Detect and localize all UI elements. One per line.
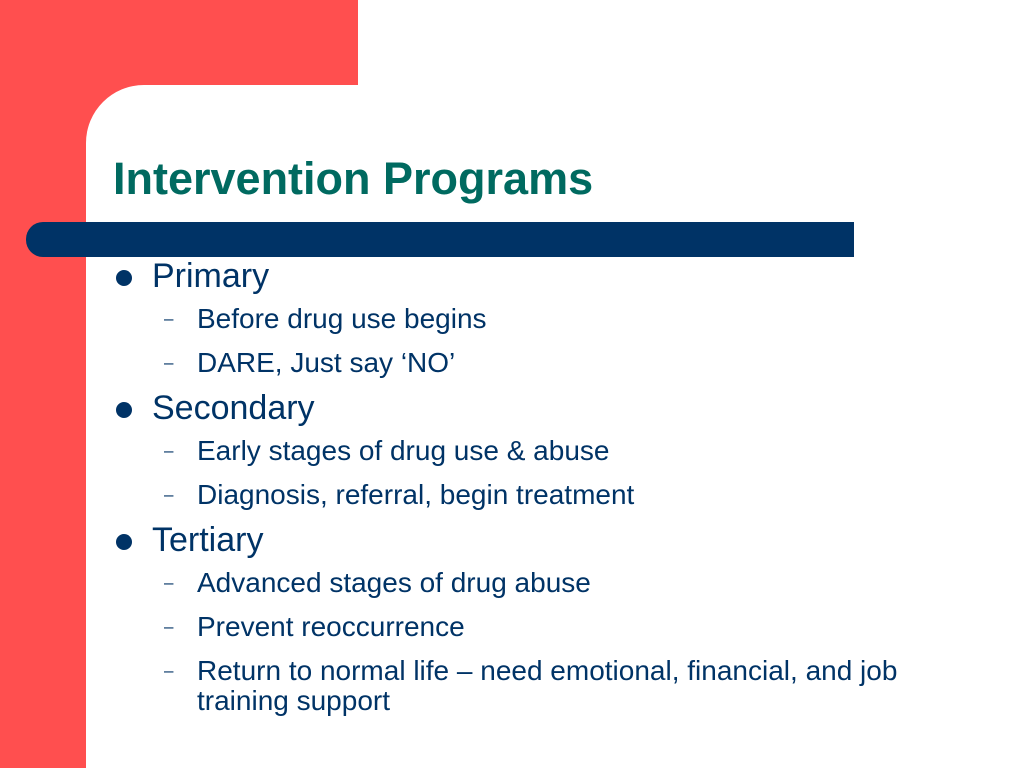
sub-bullet-list (152, 304, 994, 378)
sub-bullet-text: Diagnosis, referral, begin treatment (197, 479, 635, 510)
sub-bullet-text: Early stages of drug use & abuse (197, 435, 610, 466)
dash-icon: – (164, 617, 174, 636)
bullet-tertiary (114, 520, 994, 716)
sub-bullet (152, 612, 994, 642)
bullet-dot-icon (116, 402, 132, 418)
sub-bullet-list (152, 568, 994, 716)
sub-bullet-text: DARE, Just say ‘NO’ (197, 347, 456, 378)
sub-bullet (152, 348, 994, 378)
dash-icon: – (164, 485, 174, 504)
bullet-dot-icon (116, 534, 132, 550)
sub-bullet (152, 656, 994, 716)
bullet-label: Secondary (152, 389, 315, 427)
bullet-label: Tertiary (152, 521, 264, 559)
sub-bullet (152, 568, 994, 598)
bullet-label: Primary (152, 257, 270, 295)
title-underline-bar (26, 222, 854, 257)
sub-bullet-list (152, 436, 994, 510)
dash-icon: – (164, 661, 174, 680)
dash-icon: – (164, 353, 174, 372)
bullet-list (114, 254, 994, 726)
bullet-dot-icon (116, 270, 132, 286)
sub-bullet-text: Prevent reoccurrence (197, 611, 465, 642)
dash-icon: – (164, 573, 174, 592)
dash-icon: – (164, 441, 174, 460)
sub-bullet (152, 436, 994, 466)
sub-bullet-text: Return to normal life – need emotional, financial, and job training support (197, 655, 898, 716)
slide-title: Intervention Programs (113, 153, 594, 204)
bullet-primary (114, 256, 994, 378)
sub-bullet (152, 480, 994, 510)
bullet-secondary (114, 388, 994, 510)
sub-bullet-text: Advanced stages of drug abuse (197, 567, 591, 598)
dash-icon: – (164, 309, 174, 328)
sub-bullet-text: Before drug use begins (197, 303, 487, 334)
sub-bullet (152, 304, 994, 334)
